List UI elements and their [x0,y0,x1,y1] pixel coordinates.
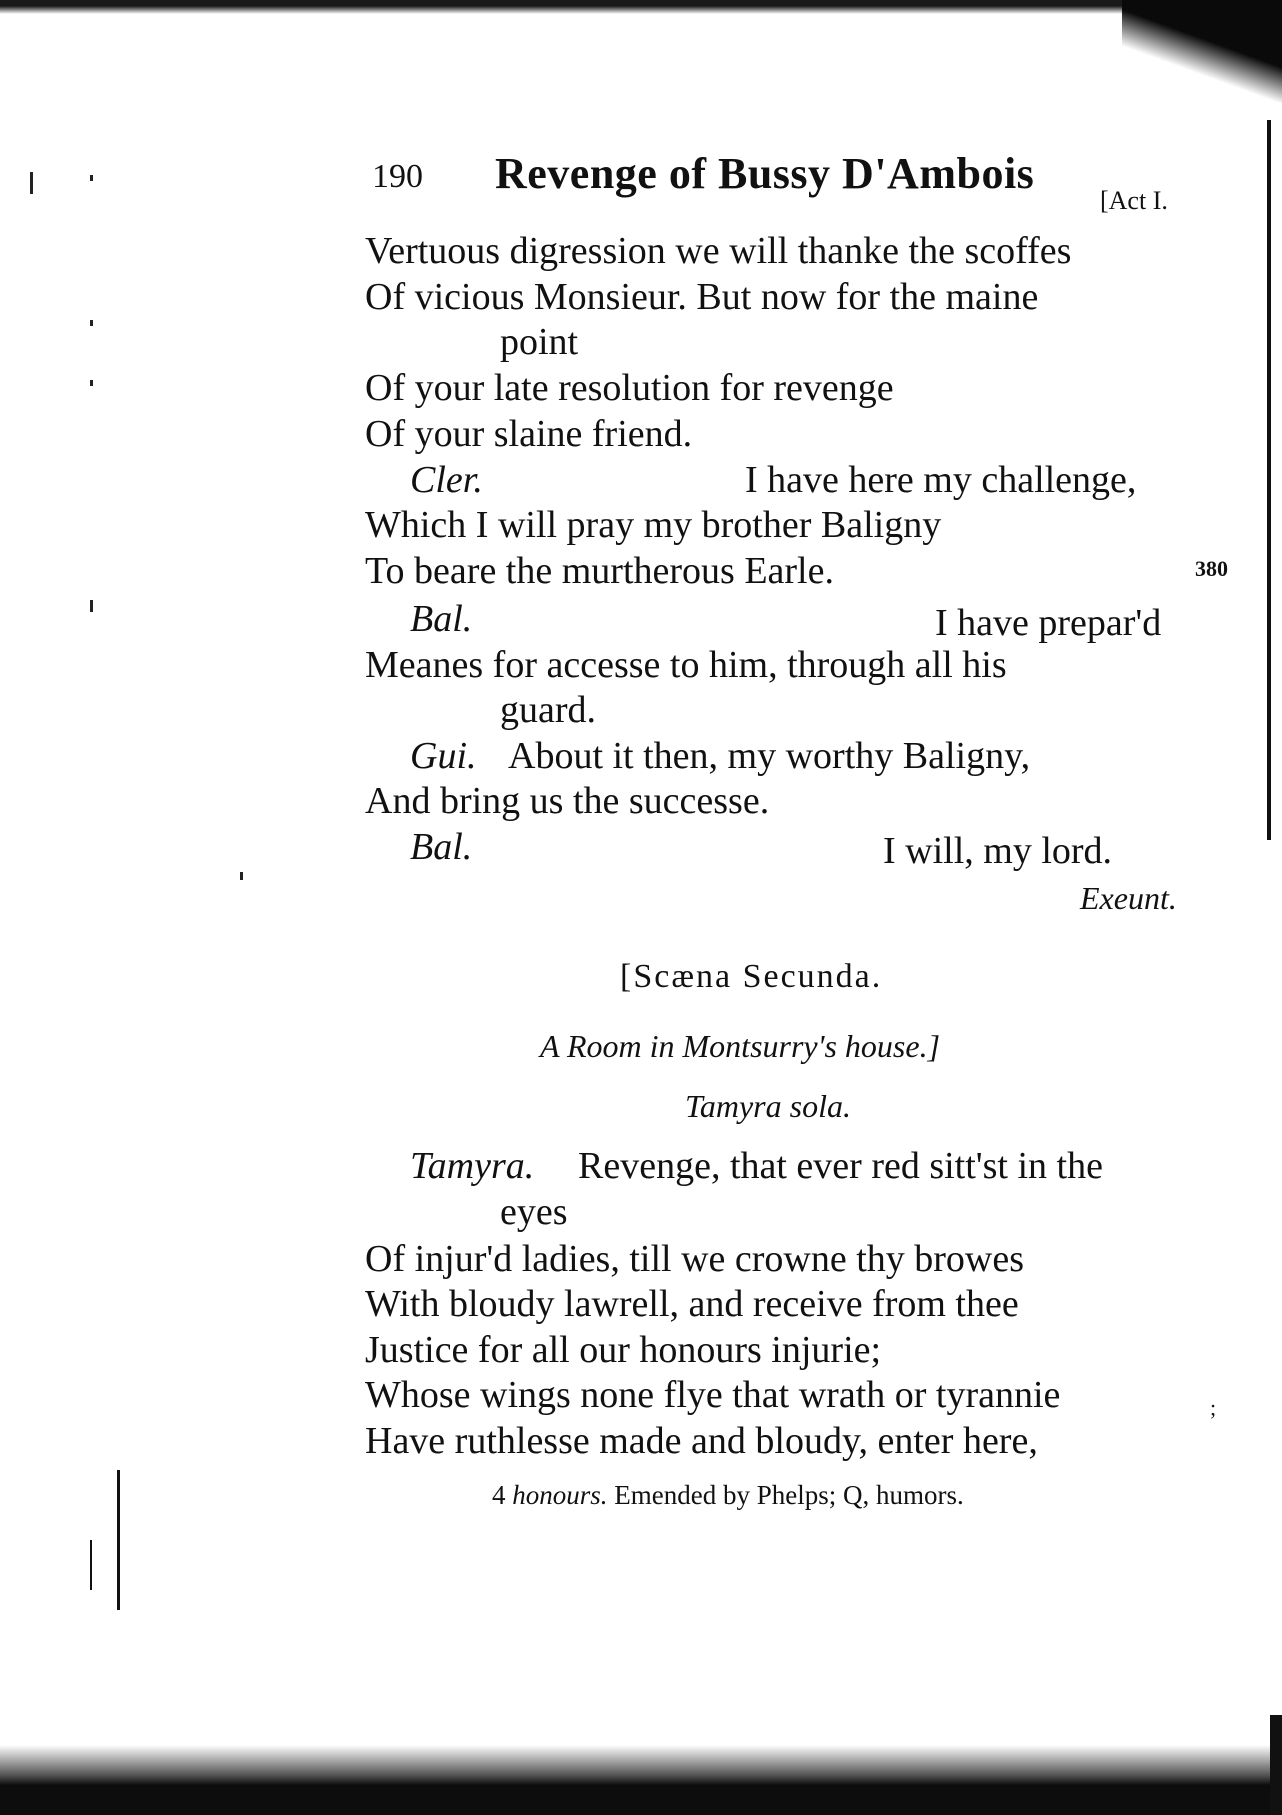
gutter-mark [90,1540,92,1590]
footnote [492,1480,964,1511]
margin-speck [90,175,93,181]
margin-speck [90,600,93,612]
verse-line: Have ruthlesse made and bloudy, enter here, [365,1420,1038,1462]
speaker-name: Cler. [410,459,483,501]
speaker-name: Bal. [410,598,473,640]
speaker-name: Gui. [410,735,477,777]
verse-line: Justice for all our honours injurie; [365,1329,882,1371]
verse-line: And bring us the successe. [365,780,770,822]
verse-line: Of your slaine friend. [365,413,693,455]
stage-direction: Exeunt. [1080,880,1177,916]
scan-border-top [0,0,1282,14]
verse-line: Vertuous digression we will thanke the scoffes [365,230,1072,272]
scene-setting: A Room in Montsurry's house.] [540,1028,941,1064]
verse-line: I have prepar'd [935,602,1162,644]
margin-speck [90,320,93,326]
verse-line: Whose wings none flye that wrath or tyrannie [365,1374,1061,1416]
stage-direction: Tamyra sola. [685,1088,851,1124]
scene-heading: [Scæna Secunda. [620,958,883,995]
verse-line: Of injur'd ladies, till we crowne thy browes [365,1238,1025,1280]
margin-mark: ; [1210,1395,1217,1420]
verse-line: To beare the murtherous Earle. [365,550,834,592]
speaker-name: Bal. [410,826,473,868]
verse-line: Revenge, that ever red sitt'st in the [578,1145,1103,1187]
page-edge-line [1267,120,1271,840]
verse-line: Which I will pray my brother Baligny [365,504,942,546]
page-edge-bottom [1270,1715,1282,1815]
verse-line: I will, my lord. [883,830,1113,872]
footnote-text: Emended by Phelps; Q, humors. [614,1480,964,1510]
verse-line: About it then, my worthy Baligny, [508,735,1031,777]
verse-line: Of vicious Monsieur. But now for the maine [365,276,1039,318]
speaker-name: Tamyra. [410,1145,535,1187]
verse-line: I have here my challenge, [745,459,1137,501]
verse-line: With bloudy lawrell, and receive from thee [365,1283,1019,1325]
gutter-mark [117,1470,120,1610]
footnote-line-ref: 4 [492,1480,506,1510]
scan-border-bottom [0,1745,1282,1815]
margin-speck [240,872,243,880]
footnote-word: honours. [512,1480,608,1510]
verse-line-continuation: eyes [500,1191,568,1233]
scan-corner-shadow [1122,0,1282,110]
verse-line: Of your late resolution for revenge [365,367,894,409]
verse-line-continuation: guard. [500,689,597,731]
margin-speck [30,172,33,194]
act-marker: [Act I. [1100,186,1168,215]
margin-line-number: 380 [1195,556,1228,581]
running-title: Revenge of Bussy D'Ambois [495,149,1035,198]
margin-speck [90,380,93,386]
page-number: 190 [372,158,423,195]
verse-line: Meanes for accesse to him, through all his [365,644,1007,686]
verse-line-continuation: point [500,321,579,363]
